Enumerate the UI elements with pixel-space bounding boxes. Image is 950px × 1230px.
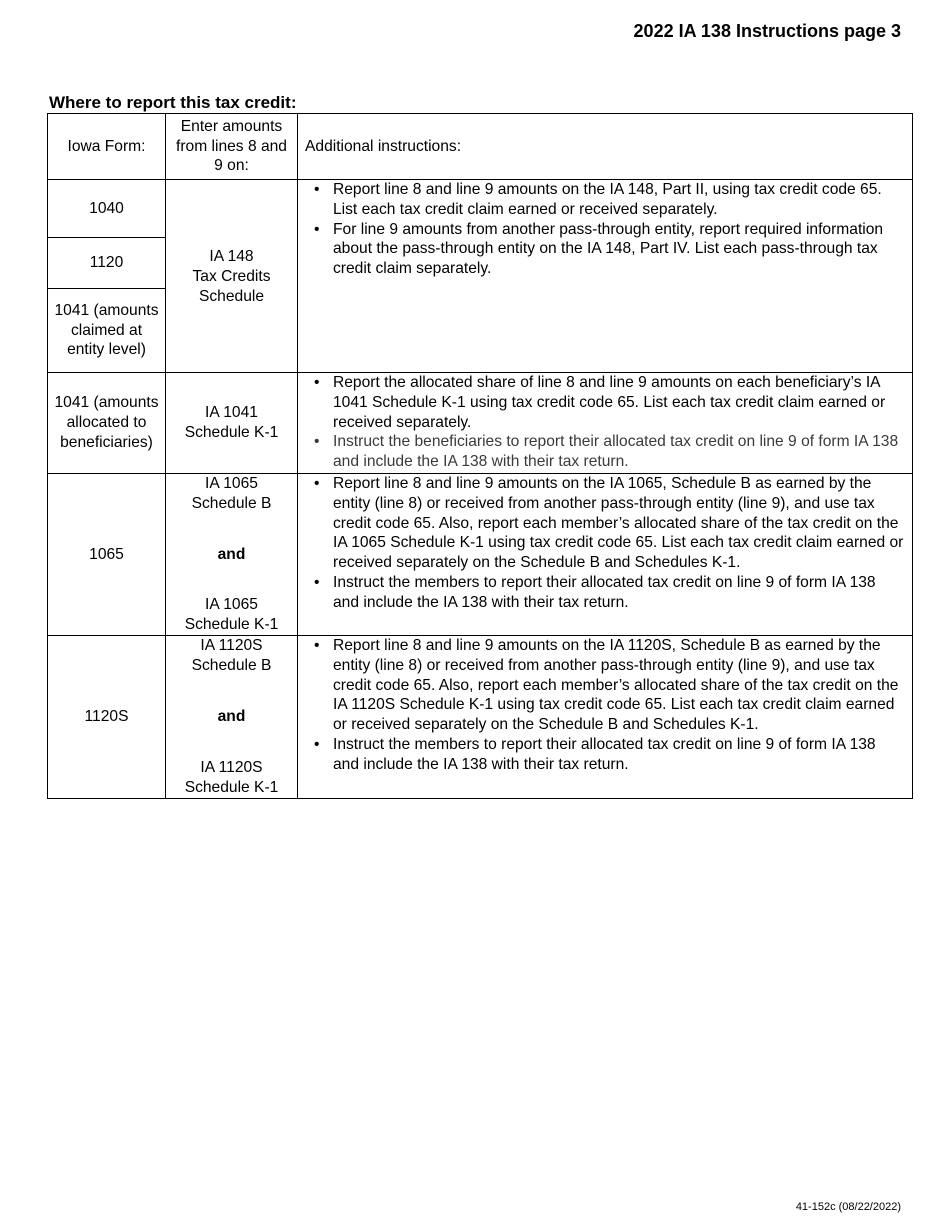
header-iowa-form-text: Iowa Form: — [67, 137, 146, 155]
table-row — [48, 180, 913, 238]
group3-instruction-list — [298, 474, 912, 613]
ia1065-and: and — [217, 545, 246, 563]
table-row — [48, 373, 913, 474]
table-header-row — [48, 114, 913, 180]
form-1040-cell — [48, 180, 166, 238]
list-item: • Report line 8 and line 9 amounts on the IA 148, Part II, using tax credit code 65. List each tax credit claim earned or received separately. — [333, 180, 904, 220]
ia1041-line-1: IA 1041 — [205, 404, 258, 422]
group2-instructions — [298, 373, 913, 474]
form-1041-beneficiaries-cell — [48, 373, 166, 474]
ia148-schedule-text — [166, 180, 297, 306]
ia1120s-schedule-cell — [166, 636, 298, 799]
ia1065-schedule-stack — [166, 474, 297, 635]
form-1120-cell — [48, 238, 166, 289]
header-enter-amounts-text: Enter amounts from lines 8 and 9 on: — [176, 117, 287, 175]
form-1041-beneficiaries: 1041 (amounts allocated to beneficiaries) — [54, 394, 159, 451]
group3-instructions — [298, 474, 913, 636]
ia1041-schedule-cell — [166, 373, 298, 474]
tax-credit-reporting-table — [47, 113, 913, 799]
header-enter-amounts — [166, 114, 298, 180]
ia1120s-schedule-stack — [166, 636, 297, 798]
form-1065-cell — [48, 474, 166, 636]
ia1065-schedule-b: IA 1065 Schedule B — [191, 475, 272, 512]
ia148-line-1: IA 148 — [209, 248, 254, 265]
group4-instructions — [298, 636, 913, 799]
ia1120s-and: and — [217, 708, 246, 726]
form-1120: 1120 — [89, 254, 124, 272]
form-1065: 1065 — [89, 545, 124, 563]
ia1120s-schedule-b: IA 1120S Schedule B — [191, 637, 272, 674]
ia1065-schedule-cell — [166, 474, 298, 636]
header-additional-instructions: Additional instructions: — [298, 114, 913, 180]
section-title: Where to report this tax credit: — [49, 93, 297, 112]
list-item: • Report the allocated share of line 8 and line 9 amounts on each beneficiary’s IA 1041 Schedule K-1 using tax credit code 65. List each tax credit claim earned or received separately. — [333, 373, 904, 432]
form-1120s-cell — [48, 636, 166, 799]
group1-instruction-list — [298, 180, 912, 279]
list-item: • For line 9 amounts from another pass-through entity, report required information about the pass-through entity on the IA 148, Part IV. List each pass-through tax credit claim separately. — [333, 220, 904, 279]
list-item: • Instruct the beneficiaries to report their allocated tax credit on line 9 of form IA 138 and include the IA 138 with their tax return. — [333, 432, 904, 472]
list-item: • Instruct the members to report their allocated tax credit on line 9 of form IA 138 and include the IA 138 with their tax return. — [333, 573, 904, 613]
ia1120s-schedule-k1: IA 1120S Schedule K-1 — [184, 759, 279, 797]
ia148-schedule-cell — [166, 180, 298, 373]
list-item: • Report line 8 and line 9 amounts on the IA 1065, Schedule B as earned by the entity (line 8) or received from another pass-through entity (line 9), and use tax credit code 65. Also, report each member’s allocated share of the tax credit on the IA 1065 Schedule K-1 using tax credit code 65. List each tax credit claim earned or received separately on the Schedule B and Schedules K-1. — [333, 474, 904, 573]
group4-instruction-list — [298, 636, 912, 775]
form-1041-entity: 1041 (amounts claimed at entity level) — [54, 301, 159, 359]
group2-instruction-list — [298, 373, 912, 472]
form-1120s: 1120S — [84, 708, 129, 726]
list-item: • Instruct the members to report their allocated tax credit on line 9 of form IA 138 and include the IA 138 with their tax return. — [333, 735, 904, 775]
header-iowa-form — [48, 114, 166, 180]
ia148-line-3: Schedule — [198, 287, 265, 305]
group1-instructions — [298, 180, 913, 373]
table-row — [48, 636, 913, 799]
ia1065-schedule-k1: IA 1065 Schedule K-1 — [184, 596, 279, 634]
page-title: 2022 IA 138 Instructions page 3 — [633, 21, 901, 41]
ia1041-line-2: Schedule K-1 — [184, 424, 279, 441]
list-item: • Report line 8 and line 9 amounts on the IA 1120S, Schedule B as earned by the entity (line 8) or received from another pass-through entity (line 9), and use tax credit code 65. Also, report each member’s allocated share of the tax credit on the IA 1120S Schedule K-1 using tax credit code 65. List each tax credit claim earned or received separately on the Schedule B and Schedules K-1. — [333, 636, 904, 735]
ia148-line-2: Tax Credits — [192, 267, 271, 285]
form-1040: 1040 — [89, 199, 124, 217]
table-row — [48, 474, 913, 636]
form-1041-entity-cell — [48, 289, 166, 373]
form-revision-code: 41-152c (08/22/2022) — [795, 1201, 901, 1213]
